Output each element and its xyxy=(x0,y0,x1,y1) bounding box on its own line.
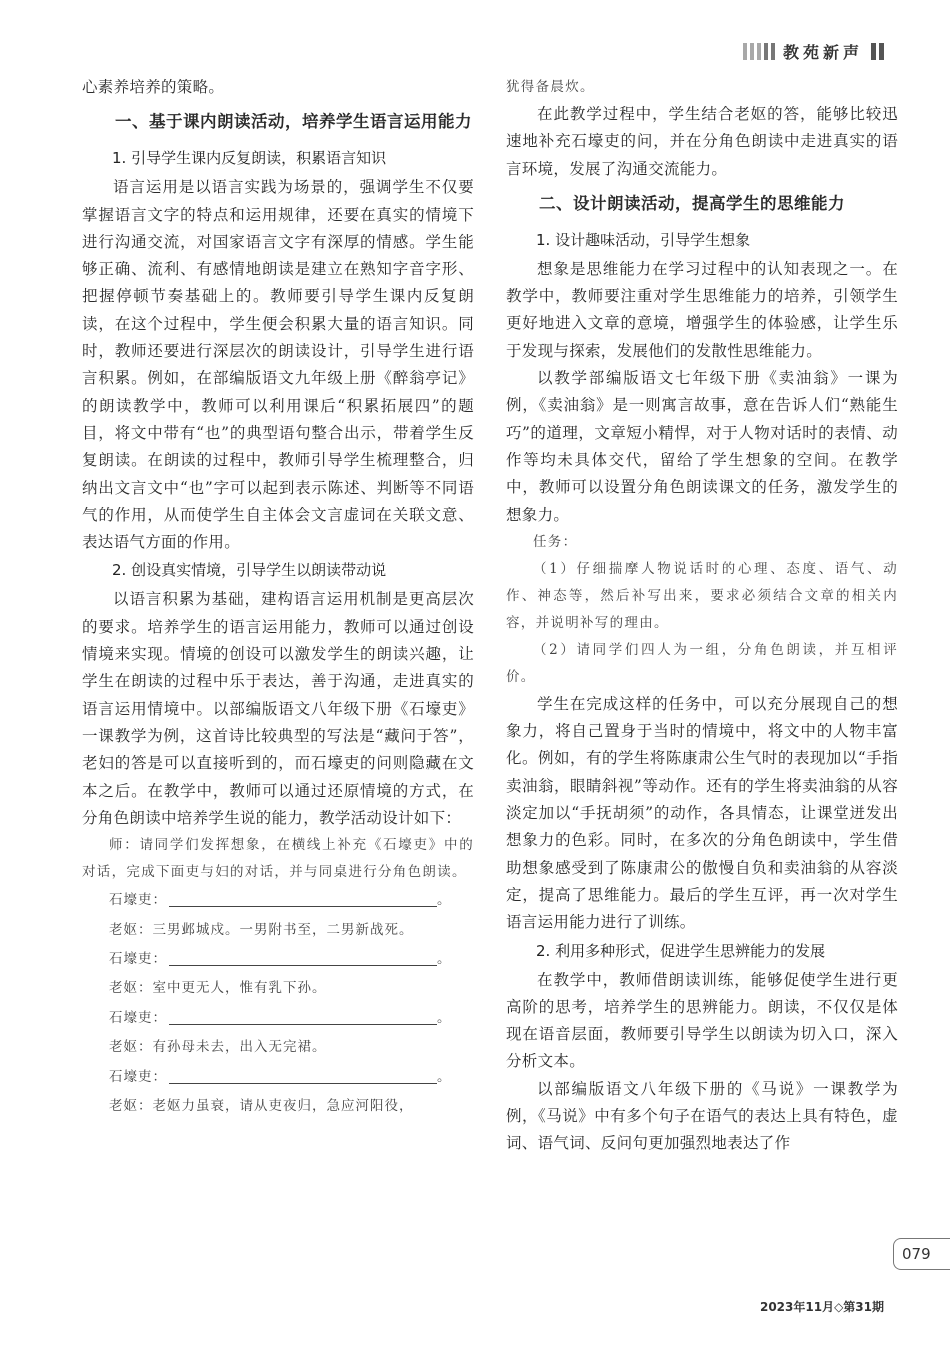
task-item: （1）仔细揣摩人物说话时的心理、态度、语气、动作、神态等，然后补写出来，要求必须结合文章的相关内容，并说明补写的理由。 xyxy=(506,560,898,631)
dialog-list xyxy=(82,886,474,1121)
header-bars-right xyxy=(871,43,884,60)
teacher-instruction: 师：请同学们发挥想象，在横线上补充《石壕吏》中的对话，完成下面吏与妇的对话，并与同桌进行分角色朗读。 xyxy=(82,837,474,881)
issue-date: 2023年11月◇第31期 xyxy=(759,1300,884,1314)
dialog-line xyxy=(82,886,474,915)
task-item: （2）请同学们四人为一组，分角色朗读，并互相评价。 xyxy=(506,641,898,685)
paragraph: 以部编版语文八年级下册的《马说》一课教学为例，《马说》中有多个句子在语气的表达上具有特色，虚词、语气词、反问句更加强烈地表达了作 xyxy=(506,1079,898,1153)
paragraph: 以语言积累为基础，建构语言运用机制是更高层次的要求。培养学生的语言运用能力，教师可以通过创设情境来实现。情境的创设可以激发学生的朗读兴趣，让学生在朗读的过程中乐于表达，善于沟通，走进真实的语言运用情境中。以部编版语文八年级下册《石壕吏》一课教学为例，这首诗比较典型的写法是“藏问于答”，老妇的答是可以直接听到的，而石壕吏的问则隐藏在文本之后。在教学中，教师可以通过还原情境的方式，在分角色朗读中培养学生说的能力，教学活动设计如下： xyxy=(82,590,474,827)
dialog-speaker: 石壕吏： xyxy=(109,1068,167,1085)
dialog-text: 三男邺城戍。一男附书至，二男新战死。 xyxy=(152,921,414,938)
dialog-line xyxy=(82,1004,474,1033)
fill-in-blank xyxy=(169,886,437,907)
subheading-1-1: 1. 引导学生课内反复朗读，积累语言知识 xyxy=(112,149,387,168)
dialog-line xyxy=(82,974,474,1003)
subheading-2-2: 2. 利用多种形式，促进学生思辨能力的发展 xyxy=(536,941,826,960)
dialog-line xyxy=(82,1063,474,1092)
section-heading-2: 二、设计朗读活动，提高学生的思维能力 xyxy=(539,193,845,213)
dialog-line xyxy=(82,945,474,974)
dialog-end-punct: 。 xyxy=(437,892,452,909)
dialog-line xyxy=(82,916,474,945)
dialog-text: 室中更无人，惟有乳下孙。 xyxy=(152,980,327,997)
fill-in-blank xyxy=(169,945,437,966)
dialog-end-punct: 。 xyxy=(437,1068,452,1085)
paragraph: 想象是思维能力在学习过程中的认知表现之一。在教学中，教师要注重对学生思维能力的培养，引领学生更好地进入文章的意境，增强学生的体验感，让学生乐于发现与探索，发展他们的发散性思维能力。 xyxy=(506,259,898,360)
dialog-speaker: 老妪： xyxy=(109,1039,153,1056)
dialog-speaker: 石壕吏： xyxy=(109,950,167,967)
fill-in-blank xyxy=(169,1063,437,1084)
dialog-line xyxy=(82,1092,474,1121)
paragraph: 在此教学过程中，学生结合老妪的答，能够比较迅速地补充石壕吏的问，并在分角色朗读中走进真实的语言环境，发展了沟通交流能力。 xyxy=(506,105,898,178)
paragraph: 在教学中，教师借朗读训练，能够促使学生进行更高阶的思考，培养学生的思辨能力。朗读，不仅仅是体现在语音层面，教师要引导学生以朗读为切入口，深入分析文本。 xyxy=(506,970,898,1071)
task-label: 任务： xyxy=(533,533,578,550)
dialog-speaker: 老妪： xyxy=(109,1097,153,1114)
dialog-speaker: 石壕吏： xyxy=(109,892,167,909)
subheading-1-2: 2. 创设真实情境，引导学生以朗读带动说 xyxy=(112,561,387,580)
dialog-line xyxy=(82,1033,474,1062)
continued-text: 犹得备晨炊。 xyxy=(506,79,595,95)
paragraph: 语言运用是以语言实践为场景的，强调学生不仅要掌握语言文字的特点和运用规律，还要在真实的情境下进行沟通交流，对国家语言文字有深厚的情感。学生能够正确、流利、有感情地朗读是建立在熟知字音字形、把握停顿节奏基础上的。教师要引导学生课内反复朗读，在这个过程中，学生便会积累大量的语言知识。同时，教师还要进行深层次的朗读设计，引导学生进行语言积累。例如，在部编版语文九年级上册《醉翁亭记》的朗读教学中，教师可以利用课后“积累拓展四”的题目，将文中带有“也”的典型语句整合出示，带着学生反复朗读。在朗读的过程中，教师引导学生梳理整合，归纳出文言文中“也”字可以起到表示陈述、判断等不同语气的作用，从而使学生自主体会文言虚词在关联文意、表达语气方面的作用。 xyxy=(82,178,474,552)
page-header xyxy=(743,40,884,63)
paragraph: 以教学部编版语文七年级下册《卖油翁》一课为例，《卖油翁》是一则寓言故事，意在告诉人们“熟能生巧”的道理，文章短小精悍，对于人物对话时的表情、动作等均未具体交代，留给了学生想象的空间。在教学中，教师可以设置分角色朗读课文的任务，激发学生的想象力。 xyxy=(506,369,898,524)
continued-text: 心素养培养的策略。 xyxy=(82,78,225,96)
dialog-end-punct: 。 xyxy=(437,1009,452,1026)
dialog-speaker: 老妪： xyxy=(109,921,153,938)
paragraph: 学生在完成这样的任务中，可以充分展现自己的想象力，将自己置身于当时的情境中，将文中的人物丰富化。例如，有的学生将陈康肃公生气时的表现加以“手指卖油翁，眼睛斜视”等动作。还有的学生将卖油翁的从容淡定加以“手抚胡须”的动作，各具情态，让课堂迸发出想象力的色彩。同时，在多次的分角色朗读中，学生借助想象感受到了陈康肃公的傲慢自负和卖油翁的从容淡定，提高了思维能力。最后的学生互评，再一次对学生语言运用能力进行了训练。 xyxy=(506,694,898,932)
dialog-text: 老妪力虽衰，请从吏夜归，急应河阳役， xyxy=(152,1097,414,1114)
dialog-speaker: 石壕吏： xyxy=(109,1009,167,1026)
dialog-text: 有孙母未去，出入无完裙。 xyxy=(152,1039,327,1056)
fill-in-blank xyxy=(169,1004,437,1025)
dialog-speaker: 老妪： xyxy=(109,980,153,997)
header-bars-left xyxy=(743,43,775,60)
page-number: 079 xyxy=(893,1238,950,1270)
right-column xyxy=(506,74,898,1158)
section-title: 教苑新声 xyxy=(782,43,863,62)
left-column xyxy=(82,74,474,1121)
dialog-end-punct: 。 xyxy=(437,950,452,967)
section-heading-1: 一、基于课内朗读活动，培养学生语言运用能力 xyxy=(115,112,472,132)
subheading-2-1: 1. 设计趣味活动，引导学生想象 xyxy=(536,230,751,249)
